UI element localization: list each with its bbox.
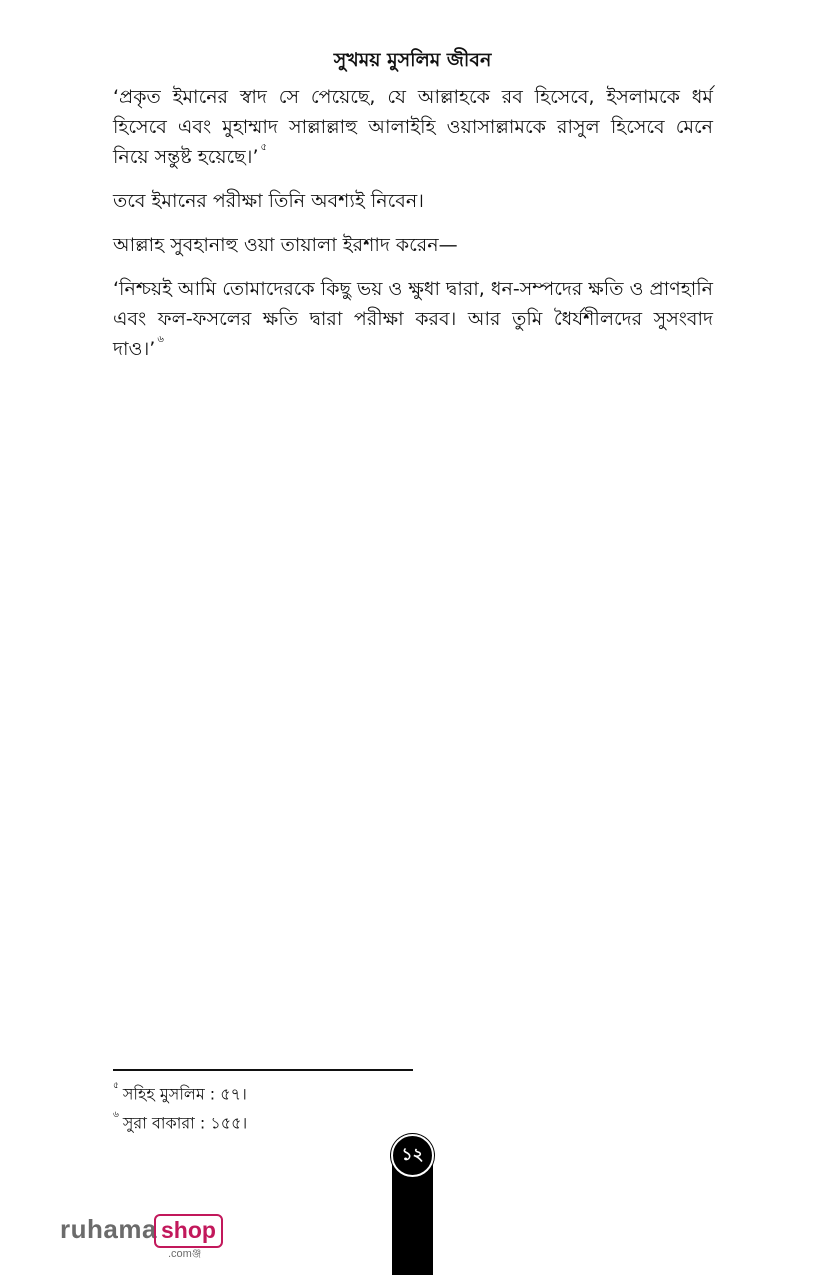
test-of-iman-paragraph: তবে ইমানের পরীক্ষা তিনি অবশ্যই নিবেন।: [113, 190, 424, 212]
footnote-marker: ৬: [113, 1110, 119, 1121]
hadith-text: ‘প্রকৃত ইমানের স্বাদ সে পেয়েছে, যে আল্লাহকে রব হিসেবে, ইসলামকে ধর্ম হিসেবে এবং মুহাম্মাদ সাল্লাল্লাহু আলাইহি ওয়াসাল্লামকে রাসুল হিসেবে মেনে নিয়ে সন্তুষ্ট হয়েছে।’: [113, 86, 713, 168]
page-number-tab: [392, 1160, 433, 1275]
allah-says-paragraph: আল্লাহ সুবহানাহু ওয়া তায়ালা ইরশাদ করেন—: [113, 234, 458, 256]
watermark-brand: ruhama: [60, 1214, 157, 1244]
ruhamashop-watermark-logo: [60, 1214, 230, 1258]
footnote-text: সহিহ মুসলিম : ৫৭।: [122, 1084, 247, 1104]
watermark-domain: .comঞ্জ: [168, 1248, 202, 1260]
footnote-divider: [113, 1069, 413, 1071]
footnote-ref-5[interactable]: ৫: [260, 141, 268, 153]
footnotes: [113, 1078, 713, 1137]
watermark-shop: shop: [154, 1214, 223, 1248]
footnote-text: সুরা বাকারা : ১৫৫।: [122, 1113, 248, 1133]
footnote-marker: ৫: [113, 1081, 119, 1091]
page-number: ১২: [391, 1134, 434, 1177]
footnote-5: [113, 1078, 713, 1107]
quran-verse-text: ‘নিশ্চয়ই আমি তোমাদেরকে কিছু ভয় ও ক্ষুধা দ্বারা, ধন-সম্পদের ক্ষতি ও প্রাণহানি এবং ফল-ফসলের ক্ষতি দ্বারা পরীক্ষা করব। আর তুমি ধৈর্যশীলদের সুসংবাদ দাও।’: [113, 278, 713, 360]
hadith-paragraph: [113, 82, 713, 172]
footnote-6: [113, 1107, 713, 1136]
quran-verse-paragraph: [113, 274, 713, 364]
body-text: [113, 82, 713, 378]
footnote-ref-6[interactable]: ৬: [157, 333, 164, 345]
running-title: সুখময় মুসলিম জীবন: [333, 49, 492, 71]
